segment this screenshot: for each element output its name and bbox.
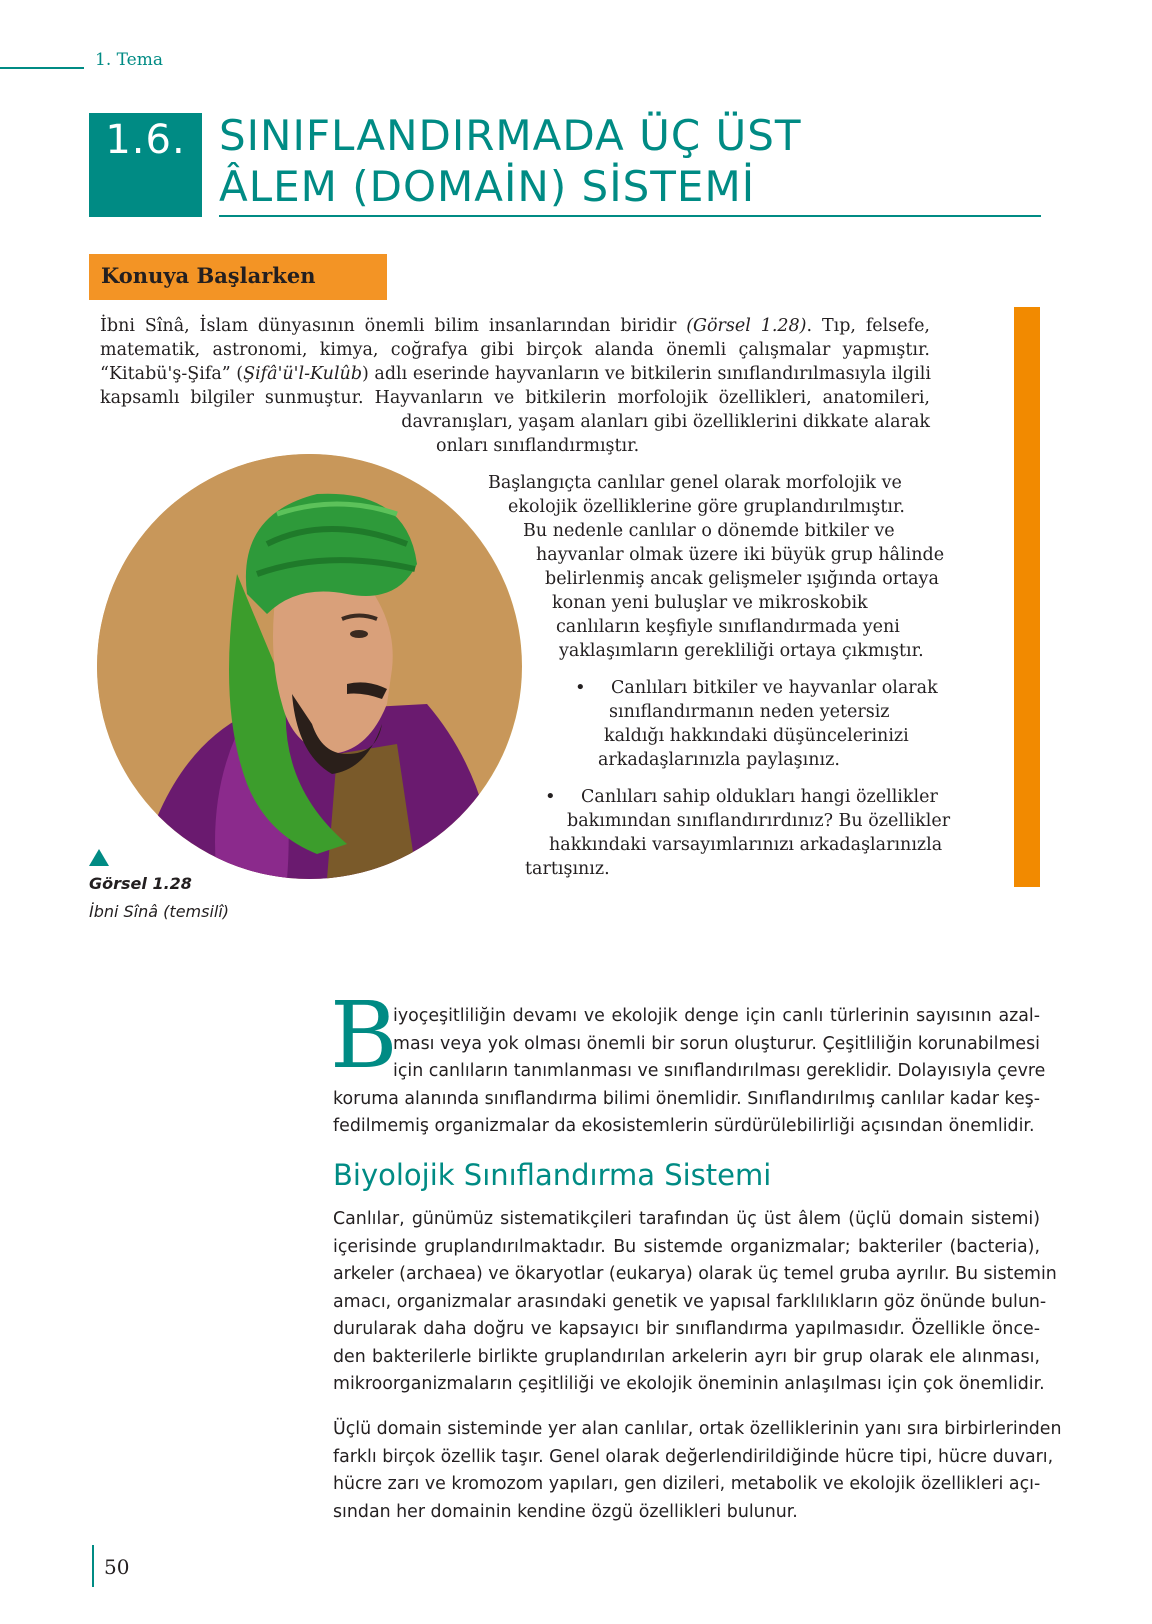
text-line: hücre zarı ve kromozom yapıları, gen dizileri, metabolik ve ekolojik özellikleri açı- bbox=[333, 1474, 1041, 1494]
section-number-box bbox=[89, 113, 202, 217]
text-line: kaldığı hakkındaki düşüncelerinizi bbox=[604, 726, 909, 746]
text-line bbox=[100, 362, 930, 386]
portrait-illustration bbox=[97, 454, 522, 879]
text-run: İbni Sînâ, İslam dünyasının önemli bilim insanlarından biridir bbox=[100, 316, 687, 336]
text-line: yaklaşımların gerekliliği ortaya çıkmıştır. bbox=[559, 641, 924, 661]
text-line: koruma alanında sınıflandırma bilimi önemlidir. Sınıflandırılmış canlılar kadar keş- bbox=[333, 1088, 1040, 1109]
figure-reference: (Görsel 1.28) bbox=[686, 316, 807, 336]
text-line: Başlangıçta canlılar genel olarak morfolojik ve bbox=[488, 473, 902, 493]
section-title-line-1: SINIFLANDIRMADA ÜÇ ÜST bbox=[219, 111, 802, 160]
text-line: içerisinde gruplandırılmaktadır. Bu sistemde organizmalar; bakteriler (bacteria), bbox=[333, 1236, 1040, 1257]
text-line: belirlenmiş ancak gelişmeler ışığında ortaya bbox=[545, 569, 939, 589]
text-line: den bakterilerle birlikte gruplandırılan arkelerin ayrı bir grup olarak ele alınması, bbox=[333, 1346, 1040, 1367]
text-line: amacı, organizmalar arasındaki genetik ve yapısal farklılıkların göz önünde bulun- bbox=[333, 1291, 1047, 1312]
bullet-dot: • bbox=[575, 677, 586, 698]
body-paragraph-1 bbox=[333, 1206, 1057, 1399]
header-rule bbox=[0, 67, 84, 69]
section-title-line-2: ÂLEM (DOMAİN) SİSTEMİ bbox=[219, 162, 756, 211]
text-line: Bu nedenle canlılar o dönemde bitkiler ve bbox=[523, 521, 895, 541]
text-line: farklı birçok özellik taşır. Genel olarak değerlendirildiğinde hücre tipi, hücre duvarı, bbox=[333, 1446, 1054, 1467]
page-number-rule bbox=[92, 1545, 94, 1587]
page-number: 50 bbox=[104, 1555, 130, 1579]
text-line: davranışları, yaşam alanları gibi özelliklerini dikkate alarak bbox=[401, 412, 930, 432]
figure-title: Görsel 1.28 bbox=[89, 874, 192, 893]
text-line: iyoçeşitliliğin devamı ve ekolojik denge için canlı türlerinin sayısının azal- bbox=[393, 1006, 1040, 1026]
tema-label: 1. Tema bbox=[95, 50, 163, 70]
text-line: için canlıların tanımlanması ve sınıflandırılması gereklidir. Dolayısıyla çevre bbox=[393, 1061, 1046, 1081]
konuya-baslarken-label: Konuya Başlarken bbox=[101, 263, 316, 288]
text-line: durularak daha doğru ve kapsayıcı bir sınıflandırma yapılmasıdır. Özellikle önce- bbox=[333, 1319, 1040, 1339]
text-line: bakımından sınıflandırırdınız? Bu özellikler bbox=[567, 811, 951, 831]
text-line: arkadaşlarınızla paylaşınız. bbox=[598, 750, 840, 770]
konuya-paragraph-1 bbox=[100, 314, 930, 458]
text-line: Üçlü domain sisteminde yer alan canlılar, ortak özelliklerinin yanı sıra birbirlerinden bbox=[333, 1419, 1062, 1439]
text-line: Canlıları sahip oldukları hangi özellikler bbox=[581, 787, 938, 807]
text-line: hakkındaki varsayımlarınızı arkadaşlarınızla bbox=[549, 835, 943, 855]
book-title: Şifâ'ü'l-Kulûb bbox=[243, 364, 363, 384]
ibni-sina-portrait bbox=[97, 454, 522, 879]
text-line: konan yeni buluşlar ve mikroskobik bbox=[552, 593, 868, 613]
text-line: canlıların keşfiyle sınıflandırmada yeni bbox=[556, 617, 900, 637]
konuya-baslarken-box bbox=[89, 254, 387, 300]
text-run: . Tıp, felsefe, bbox=[806, 316, 930, 336]
subheading: Biyolojik Sınıflandırma Sistemi bbox=[333, 1158, 772, 1192]
text-line: onları sınıflandırmıştır. bbox=[436, 436, 640, 456]
text-line: tartışınız. bbox=[525, 859, 610, 879]
drop-cap: B bbox=[330, 982, 398, 1089]
section-title bbox=[219, 110, 1049, 212]
text-line: ekolojik özelliklerine göre gruplandırılmıştır. bbox=[508, 497, 905, 517]
text-line: hayvanlar olmak üzere iki büyük grup hâlinde bbox=[536, 545, 945, 565]
text-run: “Kitabü'ş-Şifa” ( bbox=[100, 364, 244, 384]
figure-caption: İbni Sînâ (temsilî) bbox=[89, 902, 230, 921]
side-accent-bar bbox=[1014, 307, 1040, 887]
text-line: arkeler (archaea) ve ökaryotlar (eukarya) olarak üç temel gruba ayrılır. Bu sistemin bbox=[333, 1264, 1057, 1284]
text-line: kapsamlı bilgiler sunmuştur. Hayvanların ve bitkilerin morfolojik özellikleri, anatomileri, bbox=[100, 388, 930, 408]
section-number: 1.6. bbox=[105, 117, 186, 163]
title-rule bbox=[219, 215, 1041, 217]
text-line: matematik, astronomi, kimya, coğrafya gibi birçok alanda önemli çalışmalar yapmıştır. bbox=[100, 340, 930, 360]
text-line: sından her domainin kendine özgü özellikleri bulunur. bbox=[333, 1501, 798, 1522]
text-line: Canlılar, günümüz sistematikçileri tarafından üç üst âlem (üçlü domain sistemi) bbox=[333, 1209, 1040, 1229]
text-line bbox=[100, 314, 930, 338]
bullet-dot: • bbox=[545, 786, 556, 807]
text-line: Canlıları bitkiler ve hayvanlar olarak bbox=[611, 678, 938, 698]
text-line: sınıflandırmanın neden yetersiz bbox=[609, 702, 890, 722]
intro-paragraph bbox=[333, 1003, 1046, 1141]
text-line: ması veya yok olması önemli bir sorun oluşturur. Çeşitliliğin korunabilmesi bbox=[393, 1033, 1040, 1054]
text-line: mikroorganizmaların çeşitliliği ve ekolojik öneminin anlaşılması için çok önemlidir. bbox=[333, 1374, 1045, 1394]
text-run: ) adlı eserinde hayvanların ve bitkilerin sınıflandırılmasıyla ilgili bbox=[362, 364, 931, 384]
body-paragraph-2 bbox=[333, 1416, 1062, 1526]
text-line: fedilmemiş organizmalar da ekosistemlerin sürdürülebilirliği açısından önemlidir. bbox=[333, 1116, 1035, 1136]
figure-marker-triangle bbox=[89, 849, 109, 866]
